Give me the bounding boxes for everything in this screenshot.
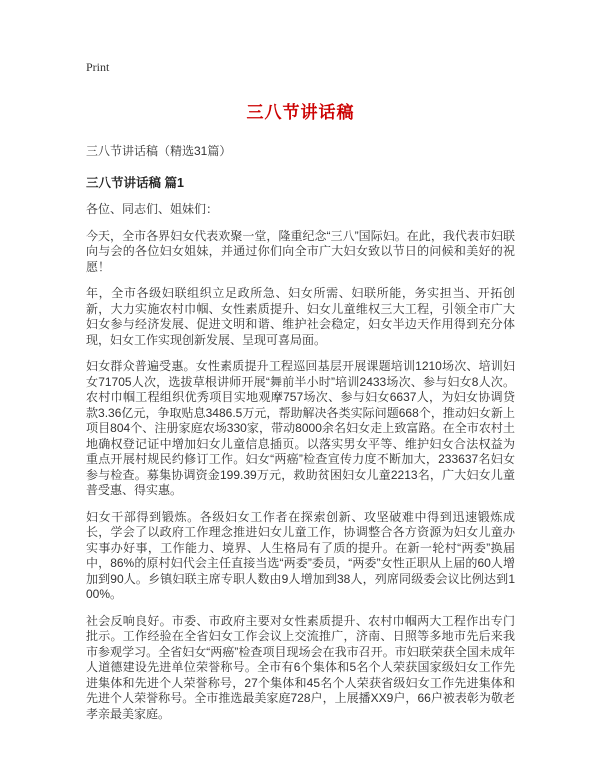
paragraph: 年，全市各级妇联组织立足政所急、妇女所需、妇联所能，务实担当、开拓创新，大力实施农村巾帼、女性素质提升、妇女儿童维权三大工程，引领全市广大妇女参与经济发展、促进文明和谐、维护社会稳定，妇女半边天作用得到充分体现，妇女工作实现创新发展、呈现可喜局面。 bbox=[86, 286, 515, 347]
paragraph: 妇女干部得到锻炼。各级妇女工作者在探索创新、攻坚破难中得到迅速锻炼成长，学会了以政府工作理念推进妇女儿童工作，协调整合各方资源为妇女儿童办实事办好事，工作能力、境界、人生格局有了质的提升。在新一轮村“两委”换届中，86%的原村妇代会主任直接当选“两委”委员，“两委”女性正职从上届的60人增加到90人。乡镇妇联主席专职人数由9人增加到38人，列席同级委会议比例达到100%。 bbox=[86, 509, 515, 601]
paragraph: 今天，全市各界妇女代表欢聚一堂，隆重纪念“三八”国际妇。在此，我代表市妇联向与会的各位妇女姐妹，并通过你们向全市广大妇女致以节日的问候和美好的祝愿！ bbox=[86, 228, 515, 274]
paragraph-greeting: 各位、同志们、姐妹们： bbox=[86, 202, 219, 216]
page-title: 三八节讲话稿 bbox=[246, 103, 355, 122]
print-link[interactable]: Print bbox=[86, 60, 110, 74]
paragraph: 社会反响良好。市委、市政府主要对女性素质提升、农村巾帼两大工程作出专门批示。工作经验在全省妇女工作会议上交流推广，济南、日照等多地市先后来我市参观学习。全省妇女“两癌”检查项目现场会在我市召开。市妇联荣获全国未成年人道德建设先进单位荣誉称号。全市有6个集体和5名个人荣获国家级妇女工作先进集体和先进个人荣誉称号，27个集体和45名个人荣获省级妇女工作先进集体和先进个人荣誉称号。全市推选最美家庭728户，上展播XX9户，66户被表彰为敬老孝亲最美家庭。 bbox=[86, 613, 515, 721]
paragraph: 妇女群众普遍受惠。女性素质提升工程巡回基层开展课题培训1210场次、培训妇女71705人次，选拔草根讲师开展“舞前半小时”培训2433场次、参与妇女8人次。农村巾帼工程组织优秀项目实地观摩757场次、参与妇女6637人，为妇女协调贷款3.36亿元，争取贴息3486.5万元，帮助解决各类实际问题668个，推动妇女新上项目804个、注册家庭农场330家，带动8000余名妇女走上致富路。在全市农村土地确权登记证中增加妇女儿童信息插页。以落实男女平等、维护妇女合法权益为重点开展村规民约修订工作。妇女“两癌”检查宣传力度不断加大，233637名妇女参与检查。募集协调资金199.39万元，救助贫困妇女儿童2213名，广大妇女儿童普受惠、得实惠。 bbox=[86, 359, 515, 497]
section-heading: 三八节讲话稿 篇1 bbox=[86, 176, 184, 190]
doc-subtitle: 三八节讲话稿（精选31篇） bbox=[86, 144, 232, 158]
